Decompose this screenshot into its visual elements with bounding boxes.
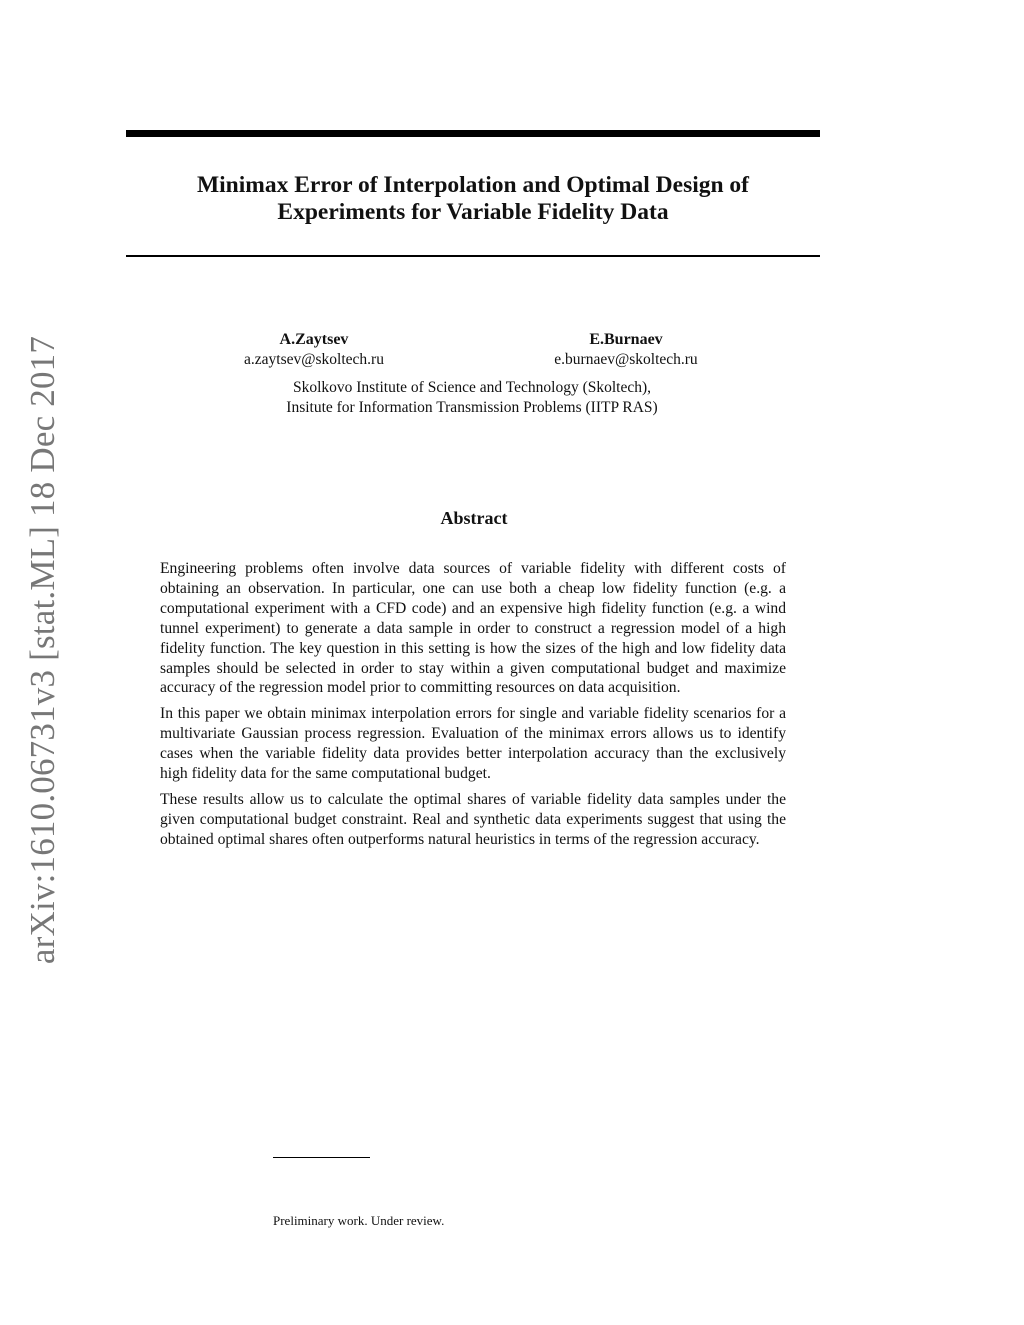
abstract-paragraph-3: These results allow us to calculate the optimal shares of variable fidelity data samples under the given computational budget constraint. Real and synthetic data experiments suggest that using the obtained optimal shares often outperforms natural heuristics in terms of the regression accuracy. — [160, 790, 786, 848]
title-top-rule — [126, 130, 820, 137]
affiliation-line-1: Skolkovo Institute of Science and Technology (Skoltech), — [292, 379, 652, 396]
author-block-1 — [214, 330, 414, 370]
arxiv-identifier-stamp: arXiv:1610.06731v3 [stat.ML] 18 Dec 2017 — [23, 335, 62, 965]
footnote-rule — [273, 1157, 370, 1158]
paper-title — [126, 172, 820, 226]
author-name: E.Burnaev — [589, 331, 663, 348]
abstract-body — [160, 559, 786, 856]
affiliation — [180, 378, 764, 418]
abstract-paragraph-2: In this paper we obtain minimax interpolation errors for single and variable fidelity scenarios for a multivariate Gaussian process regression. Evaluation of the minimax errors allows us to identify cases when the variable fidelity data provides better interpolation accuracy than the exclusively high fidelity data for the same computational budget. — [160, 705, 786, 783]
author-block-2 — [526, 330, 726, 370]
title-bottom-rule — [126, 255, 820, 257]
paper-title-line-1: Minimax Error of Interpolation and Optimal Design of — [196, 172, 750, 198]
author-email: e.burnaev@skoltech.ru — [554, 351, 698, 368]
author-email: a.zaytsev@skoltech.ru — [244, 351, 384, 368]
abstract-heading: Abstract — [440, 508, 508, 528]
abstract-paragraph-1: Engineering problems often involve data sources of variable fidelity with different costs of obtaining an observation. In particular, one can use both a cheap low fidelity function (e.g. a computational experiment with a CFD code) and an expensive high fidelity function (e.g. a wind tunnel experiment) to generate a data sample in order to construct a regression model of a high fidelity function. The key question in this setting is how the sizes of the high and low fidelity data samples should be selected in order to stay within a given computational budget and maximize accuracy of the regression model prior to committing resources on data acquisition. — [160, 560, 786, 697]
author-name: A.Zaytsev — [279, 331, 349, 348]
paper-title-line-2: Experiments for Variable Fidelity Data — [277, 199, 669, 225]
footnote: Preliminary work. Under review. — [273, 1213, 445, 1228]
affiliation-line-2: Insitute for Information Transmission Problems (IITP RAS) — [286, 399, 658, 416]
